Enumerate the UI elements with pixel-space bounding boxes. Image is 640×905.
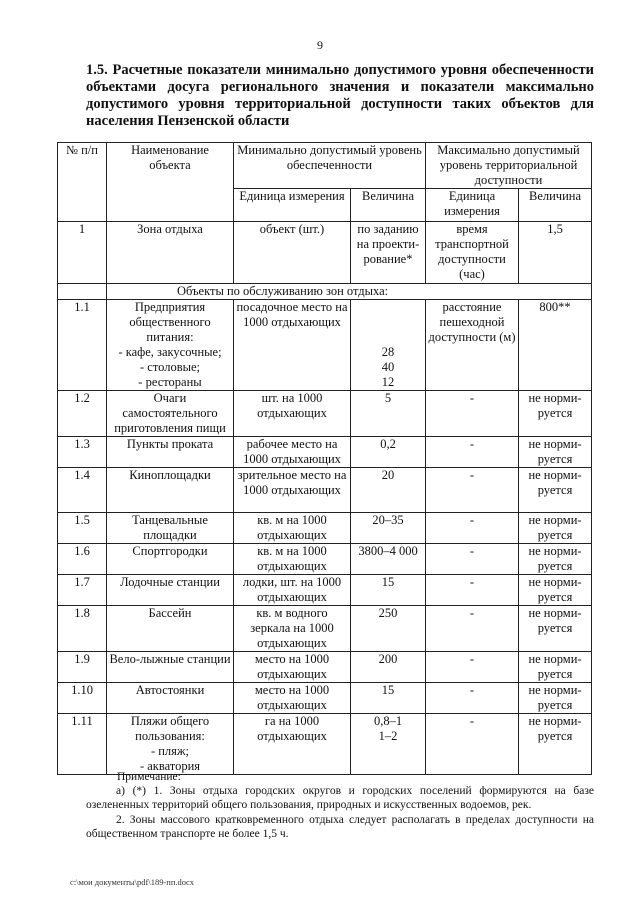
cell-value-2: 1,5 [519,222,592,284]
cell-unit: кв. м на 1000 отдыхающих [234,513,351,544]
cell-unit-2: - [426,683,519,714]
cell-unit-2: - [426,544,519,575]
cell-value [351,300,426,391]
cell-name: Лодочные станции [107,575,234,606]
name-line: Предприятия [134,300,206,314]
name-line: пользования: [135,729,205,743]
cell-value: 0,2 [351,437,426,468]
cell-value-2: не норми-руется [519,513,592,544]
cell-value-2: не норми-руется [519,652,592,683]
cell-number: 1.1 [58,300,107,391]
cell-number: 1.4 [58,468,107,513]
cell-unit: кв. м водного зеркала на 1000 отдыхающих [234,606,351,652]
cell-value: 200 [351,652,426,683]
cell-number: 1.8 [58,606,107,652]
value-line: 1–2 [378,729,398,743]
cell-value-2: 800** [519,300,592,391]
cell-value-2: не норми-руется [519,683,592,714]
name-line: - столовые; [139,360,201,374]
table-row [58,468,592,513]
cell-unit-2: - [426,575,519,606]
cell-name: Бассейн [107,606,234,652]
value-line: 0,8–1 [373,714,403,728]
table-row [58,513,592,544]
cell-unit-2: - [426,714,519,775]
note-2: 2. Зоны массового кратковременного отдыха следует располагать в пределах доступности на общественном транспорте не более 1,5 ч. [86,814,594,840]
table-row [58,222,592,284]
cell-unit-2: время транспортной доступности (час) [426,222,519,284]
value-line: 40 [381,360,395,374]
note-1: а) (*) 1. Зоны отдыха городских округов и городских поселений формируются на базе озелененных территорий общего пользования, природных и искусственных водоемов, рек. [86,785,594,811]
cell-unit: кв. м на 1000 отдыхающих [234,544,351,575]
cell-value-2: не норми-руется [519,437,592,468]
name-line: общественного [129,315,211,329]
cell-value: 5 [351,391,426,437]
cell-value: 15 [351,683,426,714]
header-row [58,143,592,189]
header-min-group: Минимально допустимый уровень обеспеченности [234,143,426,189]
name-line: Пляжи общего [130,714,210,728]
cell-unit-2: расстояние пешеходной доступности (м) [426,300,519,391]
section-heading: 1.5. Расчетные показатели минимально допустимого уровня обеспеченности объектами досуга регионального значения и показатели максимально допустимого уровня территориальной доступности таких объектов для населения Пензенской области [86,62,594,129]
footer-file-path: c:\мои документы\pdf\189-пп.docx [70,877,195,887]
table-row [58,391,592,437]
cell-value: 3800–4 000 [351,544,426,575]
table-row [58,300,592,391]
cell-value [351,714,426,775]
cell-name: Вело-лыжные станции [107,652,234,683]
cell-number: 1.10 [58,683,107,714]
cell-unit: зрительное место на 1000 отдыхающих [234,468,351,513]
cell-number: 1.5 [58,513,107,544]
cell-value-2: не норми-руется [519,714,592,775]
cell-unit: объект (шт.) [234,222,351,284]
cell-unit-2: - [426,606,519,652]
cell-name: Танцевальные площадки [107,513,234,544]
cell-name: Пункты проката [107,437,234,468]
cell-name [107,300,234,391]
page-number: 9 [317,38,323,52]
cell-unit-2: - [426,391,519,437]
cell-value-2: не норми-руется [519,391,592,437]
cell-unit: место на 1000 отдыхающих [234,683,351,714]
name-line: - кафе, закусочные; [118,345,222,359]
cell-unit: шт. на 1000 отдыхающих [234,391,351,437]
cell-number: 1.2 [58,391,107,437]
cell-name: Киноплощадки [107,468,234,513]
table-row [58,575,592,606]
header-unit-2: Единица измерения [426,189,519,222]
cell-name: Зона отдыха [107,222,234,284]
cell-value: 250 [351,606,426,652]
table-row [58,606,592,652]
name-line: - акватория [139,759,201,773]
cell-unit: рабочее место на 1000 отдыхающих [234,437,351,468]
cell-value-2: не норми-руется [519,606,592,652]
cell-name: Спортгородки [107,544,234,575]
cell-name [107,714,234,775]
value-line: 28 [381,345,395,359]
cell-number [58,284,107,300]
name-line: - пляж; [150,744,190,758]
cell-number: 1.9 [58,652,107,683]
header-value-2: Величина [519,189,592,222]
section-row [58,284,592,300]
table-row [58,714,592,775]
cell-unit-2: - [426,468,519,513]
header-unit: Единица измерения [234,189,351,222]
cell-unit-2: - [426,652,519,683]
name-line: питания: [146,330,194,344]
cell-value-2: не норми-руется [519,468,592,513]
cell-value: 20 [351,468,426,513]
notes-title: Примечание: [117,771,181,783]
table-row [58,544,592,575]
cell-value: 15 [351,575,426,606]
table-row [58,437,592,468]
header-value: Величина [351,189,426,222]
cell-unit: лодки, шт. на 1000 отдыхающих [234,575,351,606]
cell-number: 1.6 [58,544,107,575]
cell-unit-2: - [426,437,519,468]
standards-table [57,142,592,775]
cell-value-2: не норми-руется [519,575,592,606]
cell-value: по заданию на проекти-рование* [351,222,426,284]
cell-number: 1.3 [58,437,107,468]
cell-unit: посадочное место на 1000 отдыхающих [234,300,351,391]
header-name: Наименование объекта [107,143,234,222]
cell-value: 20–35 [351,513,426,544]
cell-name: Автостоянки [107,683,234,714]
cell-number: 1.7 [58,575,107,606]
cell-number: 1.11 [58,714,107,775]
section-title: Объекты по обслуживанию зон отдыха: [107,284,592,300]
cell-unit: место на 1000 отдыхающих [234,652,351,683]
cell-unit: га на 1000 отдыхающих [234,714,351,775]
cell-number: 1 [58,222,107,284]
value-line: 12 [381,375,395,389]
table-row [58,652,592,683]
cell-value-2: не норми-руется [519,544,592,575]
table-row [58,683,592,714]
name-line: - рестораны [138,375,202,389]
header-max-group: Максимально допустимый уровень территориальной доступности [426,143,592,189]
cell-unit-2: - [426,513,519,544]
cell-name: Очаги самостоятельного приготовления пищи [107,391,234,437]
header-number: № п/п [58,143,107,222]
